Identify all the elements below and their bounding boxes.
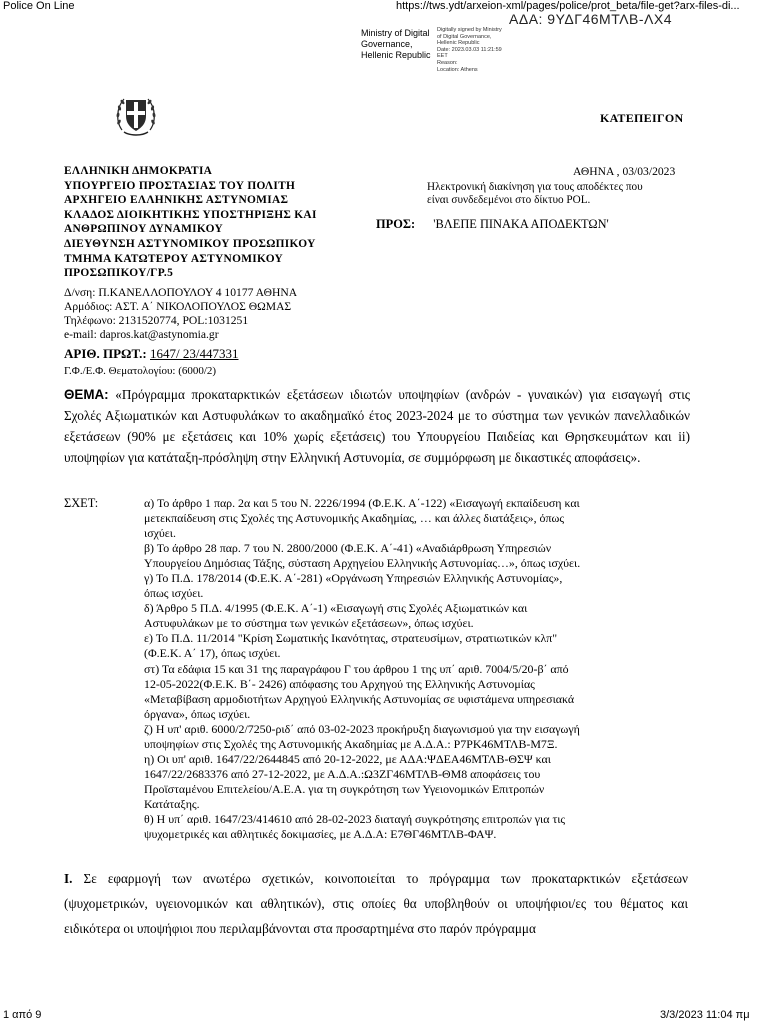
reference-line: ψυχομετρικές και αθλητικές δοκιμασίες, με Α.Δ.Α: Ε7ΘΓ46ΜΤΛΒ-ΦΑΨ. xyxy=(144,827,497,842)
authority-line: ΕΛΛΗΝΙΚΗ ΔΗΜΟΚΡΑΤΙΑ xyxy=(64,165,213,177)
reference-line: 12-05-2022(Φ.Ε.Κ. Β΄- 2426) απόφασης του Αρχηγού της Ελληνικής Αστυνομίας xyxy=(144,676,535,691)
signature-line: Reason: xyxy=(437,59,458,66)
signature-line: Location: Athens xyxy=(437,66,478,73)
section-1-text: Σε εφαρμογή των ανωτέρω σχετικών, κοινοποιείται το πρόγραμμα των προκαταρκτικών εξετάσεων (ψυχομετρικών, υγειονομικών και αθλητικών), στις οποίες θα υποβληθούν οι υποψήφιοι/ες του θέματος και ειδικότερα οι υποψήφιοι που περιλαμβάνονται στα προσαρτημένα στο παρόν πρόγραμμα xyxy=(64,871,688,936)
signature-line: Date: 2023.03.03 11:21:59 xyxy=(437,46,502,53)
distribution-note xyxy=(427,181,643,207)
ministry-line: Hellenic Republic xyxy=(361,50,431,60)
ministry-line: Ministry of Digital xyxy=(361,28,430,38)
reference-line: α) Το άρθρο 1 παρ. 2α και 5 του Ν. 2226/1994 (Φ.Ε.Κ. Α΄-122) «Εισαγωγή εκπαίδευση και xyxy=(144,496,580,510)
authority-line: ΑΡΧΗΓΕΙΟ ΕΛΛΗΝΙΚΗΣ ΑΣΤΥΝΟΜΙΑΣ xyxy=(64,194,289,207)
urgency-label: ΚΑΤΕΠΕΙΓΟΝ xyxy=(600,111,684,125)
greek-coat-of-arms-icon xyxy=(112,90,160,140)
authority-line: ΔΙΕΥΘΥΝΣΗ ΑΣΤΥΝΟΜΙΚΟΥ ΠΡΟΣΩΠΙΚΟΥ xyxy=(64,237,316,250)
issuing-authority xyxy=(64,164,384,281)
distribution-line: Ηλεκτρονική διακίνηση για τους αποδέκτες που xyxy=(427,181,643,193)
references-label: ΣΧΕΤ: xyxy=(64,496,99,510)
ada-code: ΑΔΑ: 9ΥΔΓ46ΜΤΛΒ-ΛΧ4 xyxy=(509,11,673,27)
page-counter: 1 από 9 xyxy=(3,1009,42,1021)
contact-line: Αρμόδιος: ΑΣΤ. Α΄ ΝΙΚΟΛΟΠΟΥΛΟΣ ΘΩΜΑΣ xyxy=(64,300,292,313)
reference-line: Υπουργείου Δημόσιας Τάξης, σύσταση Αρχηγείου Ελληνικής Αστυνομίας…», όπως ισχύει. xyxy=(144,556,581,571)
place-date: ΑΘΗΝΑ , 03/03/2023 xyxy=(573,165,676,178)
reference-line: ε) Το Π.Δ. 11/2014 "Κρίση Σωματικής Ικανότητας, στρατευσίμων, στρατιωτικών κλπ" xyxy=(144,631,558,646)
section-1-label: Ι. xyxy=(64,871,73,886)
print-datetime: 3/3/2023 11:04 πμ xyxy=(660,1009,750,1021)
reference-line: μετεκπαίδευση στις Σχολές της Αστυνομικής Ακαδημίας, … και άλλες διατάξεις», όπως xyxy=(144,511,565,526)
browser-title: Police On Line xyxy=(3,0,75,12)
reference-line: «Μεταβίβαση αρμοδιοτήτων Αρχηγού Ελληνικής Αστυνομίας σε υφιστάμενα υπηρεσιακά xyxy=(144,691,575,706)
authority-line: ΑΝΘΡΩΠΙΝΟΥ ΔΥΝΑΜΙΚΟΥ xyxy=(64,223,223,236)
authority-line: ΤΜΗΜΑ ΚΑΤΩΤΕΡΟΥ ΑΣΤΥΝΟΜΙΚΟΥ xyxy=(64,252,284,265)
browser-url: https://tws.ydt/arxeion-xml/pages/police/prot_beta/file-get?arx-files-di... xyxy=(396,0,740,12)
subject-paragraph xyxy=(64,385,690,469)
reference-line: γ) Το Π.Δ. 178/2014 (Φ.Ε.Κ. Α΄-281) «Οργάνωση Υπηρεσιών Ελληνικής Αστυνομίας», xyxy=(144,571,563,586)
reference-line: η) Οι υπ' αριθ. 1647/22/2644845 από 20-12-2022, με ΑΔΑ:ΨΔΕΑ46ΜΤΛΒ-ΘΣΨ και xyxy=(144,751,551,766)
references-list xyxy=(144,496,684,842)
file-reference: Γ.Φ./Ε.Φ. Θεματολογίου: (6000/2) xyxy=(64,365,217,377)
subject-text: «Πρόγραμμα προκαταρκτικών εξετάσεων ιδιωτών υποψηφίων (ανδρών - γυναικών) για εισαγωγή στις Σχολές Αξιωματικών και Αστυφυλάκων το ακαδημαϊκό έτος 2023-2024 με το σύστημα των γενικών πανελλαδικών εξετάσεων (90% με εξετάσεις και 10% χωρίς εξετάσεις) του Υπουργείου Παιδείας και Θρησκευμάτων και ii) υποψηφίων για κατάταξη-πρόσληψη στην Ελληνική Αστυνομία, σε συμμόρφωση με δικαστικές αποφάσεις». xyxy=(64,387,690,465)
reference-line: Κατάταξης. xyxy=(144,796,200,811)
reference-line: ζ) Η υπ' αριθ. 6000/2/7250-ριδ΄ από 03-02-2023 προκήρυξη διαγωνισμού για την εισαγωγή xyxy=(144,721,580,736)
authority-line: ΥΠΟΥΡΓΕΙΟ ΠΡΟΣΤΑΣΙΑΣ ΤΟΥ ΠΟΛΙΤΗ xyxy=(64,179,296,192)
signature-line: of Digital Governance, xyxy=(437,33,492,40)
recipient xyxy=(376,217,609,232)
authority-line: ΠΡΟΣΩΠΙΚΟΥ/ΓΡ.5 xyxy=(64,267,174,280)
contact-line: Τηλέφωνο: 2131520774, POL:1031251 xyxy=(64,314,249,327)
ministry-stamp xyxy=(361,28,431,61)
reference-line: θ) Η υπ΄ αριθ. 1647/23/414610 από 28-02-2023 διαταγή συγκρότησης επιτροπών για τις xyxy=(144,811,566,826)
signature-line: Digitally signed by Ministry xyxy=(437,27,502,33)
signature-line: Hellenic Republic xyxy=(437,40,480,47)
protocol-number xyxy=(64,346,238,362)
section-1-paragraph xyxy=(64,866,688,941)
reference-line: υποψηφίων στις Σχολές της Αστυνομικής Ακαδημίας με Α.Δ.Α.: Ρ7ΡΚ46ΜΤΛΒ-Μ7Ξ. xyxy=(144,736,558,751)
reference-line: Αστυφυλάκων με το σύστημα των γενικών εξετάσεων», όπως ισχύει. xyxy=(144,616,474,631)
reference-line: Προϊσταμένου Επιτελείου/Α.Ε.Α. για τη συγκρότηση των Υγειονομικών Επιτροπών xyxy=(144,781,545,796)
email-text[interactable]: e-mail: dapros.kat@astynomia.gr xyxy=(64,328,219,341)
ministry-line: Governance, xyxy=(361,39,413,49)
contact-line xyxy=(64,328,297,342)
reference-line: β) Το άρθρο 28 παρ. 7 του Ν. 2800/2000 (Φ.Ε.Κ. Α΄-41) «Αναδιάρθρωση Υπηρεσιών xyxy=(144,541,552,556)
subject-label: ΘΕΜΑ: xyxy=(64,387,109,402)
contact-info xyxy=(64,286,297,342)
reference-line: δ) Άρθρο 5 Π.Δ. 4/1995 (Φ.Ε.Κ. Α΄-1) «Εισαγωγή στις Σχολές Αξιωματικών και xyxy=(144,601,528,616)
reference-line: ισχύει. xyxy=(144,526,176,541)
protocol-label: ΑΡΙΘ. ΠΡΩΤ.: xyxy=(64,346,147,361)
contact-line: Δ/νση: Π.ΚΑΝΕΛΛΟΠΟΥΛΟΥ 4 10177 ΑΘΗΝΑ xyxy=(64,286,298,299)
reference-line: όπως ισχύει. xyxy=(144,586,204,601)
reference-line: όργανα», όπως ισχύει. xyxy=(144,706,251,721)
reference-line: 1647/22/2683376 από 27-12-2022, με Α.Δ.Α.:Ω3ΖΓ46ΜΤΛΒ-ΘΜ8 αποφάσεις του xyxy=(144,766,541,781)
reference-line: (Φ.Ε.Κ. Α΄ 17), όπως ισχύει. xyxy=(144,646,281,661)
protocol-value: 1647/ 23/447331 xyxy=(150,346,239,361)
authority-line: ΚΛΑΔΟΣ ΔΙΟΙΚΗΤΙΚΗΣ ΥΠΟΣΤΗΡΙΞΗΣ ΚΑΙ xyxy=(64,208,317,221)
recipient-value: 'ΒΛΕΠΕ ΠΙΝΑΚΑ ΑΠΟΔΕΚΤΩΝ' xyxy=(433,217,609,231)
digital-signature-block xyxy=(437,27,502,73)
reference-line: στ) Τα εδάφια 15 και 31 της παραγράφου Γ του άρθρου 1 της υπ΄ αριθ. 7004/5/20-β΄ από xyxy=(144,661,569,676)
distribution-line: είναι συνδεδεμένοι στο δίκτυο POL. xyxy=(427,194,591,206)
signature-line: EET xyxy=(437,53,448,60)
recipient-label: ΠΡΟΣ: xyxy=(376,217,416,231)
